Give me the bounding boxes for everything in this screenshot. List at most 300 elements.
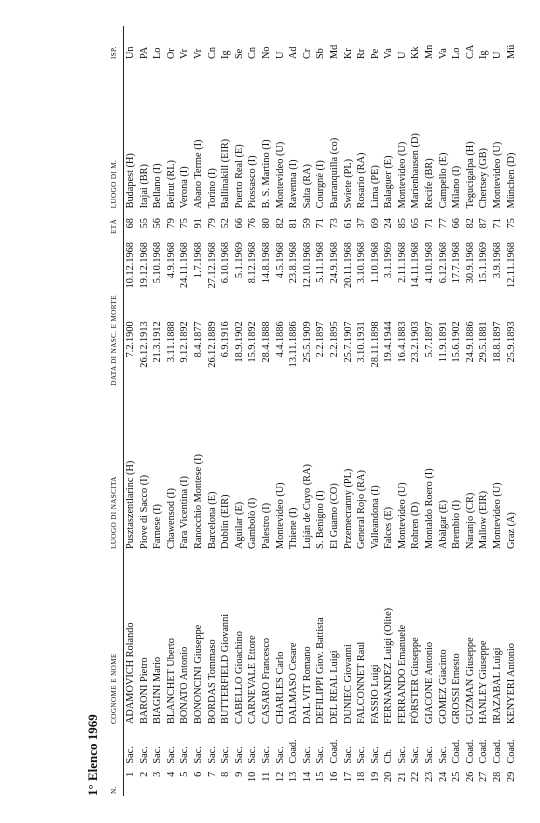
row-birth-date: 7.2.1900 xyxy=(125,321,136,358)
table-row xyxy=(328,26,342,796)
row-death-date: 3.1.1969 xyxy=(383,242,395,279)
row-name: DAL VIT Romano xyxy=(301,646,313,725)
row-death-place: Torino (I) xyxy=(206,168,218,209)
row-age: 69 xyxy=(369,218,381,229)
row-age: 91 xyxy=(192,218,204,229)
table-row xyxy=(342,26,356,796)
row-death-place: Recife (BR) xyxy=(424,158,436,209)
row-death-place: Campello (E) xyxy=(437,152,449,209)
row-isp: Mü xyxy=(505,44,517,60)
row-death-place: Chertsey (GB) xyxy=(478,148,490,209)
row-isp: Cr xyxy=(301,48,313,60)
row-birth-date: 18.9.1902 xyxy=(233,321,245,363)
row-type: Sac. xyxy=(165,746,177,764)
row-age: 76 xyxy=(247,218,259,229)
row-type: Sac. xyxy=(192,746,204,764)
row-birth-place: Ranocchio Montese (I) xyxy=(192,454,204,550)
row-type: Ch. xyxy=(383,749,395,764)
row-isp: CA xyxy=(464,44,476,60)
row-type: Sac. xyxy=(342,746,354,764)
row-death-place: Montevideo (U) xyxy=(492,141,504,209)
row-age: 71 xyxy=(492,218,504,229)
row-isp: U xyxy=(396,51,408,60)
row-birth-place: Pusztaszentlarinc (H) xyxy=(125,460,136,550)
row-death-place: Lima (PE) xyxy=(369,165,381,209)
row-number: 6 xyxy=(192,771,204,777)
row-number: 14 xyxy=(301,771,313,782)
row-age: 79 xyxy=(206,218,218,229)
row-isp: Lo xyxy=(451,47,463,60)
table-row xyxy=(314,26,328,796)
row-type: Sac. xyxy=(396,746,408,764)
table-row xyxy=(274,26,288,796)
row-name: GUZMAN Giuseppe xyxy=(464,637,476,725)
row-name: DEL REAL Luigi xyxy=(328,650,340,725)
row-number: 20 xyxy=(383,771,395,782)
table-row xyxy=(260,26,274,796)
table-row xyxy=(505,26,519,796)
table-row xyxy=(301,26,315,796)
row-death-place: Puerto Real (E) xyxy=(233,144,245,209)
row-birth-place: Aguilar (E) xyxy=(233,501,245,550)
row-number: 1 xyxy=(125,771,136,777)
row-birth-place: Chawensod (I) xyxy=(165,488,177,550)
row-death-date: 24.11.1968 xyxy=(179,242,191,288)
row-death-place: Itajai (BR) xyxy=(138,164,150,209)
row-type: Sac. xyxy=(220,746,232,764)
row-type: Coad. xyxy=(328,739,340,764)
row-death-date: 12.10.1968 xyxy=(301,242,313,289)
row-age: 66 xyxy=(233,218,245,229)
row-birth-date: 3.10.1931 xyxy=(356,321,368,363)
row-death-place: Ballinakill (EIR) xyxy=(220,138,232,209)
row-birth-place: Naranjo (CR) xyxy=(464,492,476,550)
row-birth-date: 15.6.1902 xyxy=(451,321,463,363)
row-type: Sac. xyxy=(138,746,150,764)
row-age: 56 xyxy=(152,218,164,229)
row-isp: Se xyxy=(233,48,245,60)
row-death-date: 1.10.1968 xyxy=(369,242,381,284)
row-type: Coad. xyxy=(451,739,463,764)
row-number: 25 xyxy=(451,771,463,782)
row-number: 21 xyxy=(396,771,408,782)
row-age: 73 xyxy=(328,218,340,229)
row-death-place: Barranquilla (co) xyxy=(328,137,340,209)
row-birth-place: Montevideo (U) xyxy=(396,482,408,550)
table-row xyxy=(138,26,152,796)
table-row xyxy=(396,26,410,796)
row-age: 85 xyxy=(396,218,408,229)
row-birth-place: Palestro (I) xyxy=(260,502,272,550)
row-age: 80 xyxy=(260,218,272,229)
row-number: 18 xyxy=(356,771,368,782)
header-number: N. xyxy=(107,766,124,796)
row-name: DUNIEC Giovanni xyxy=(342,644,354,725)
row-isp: Sb xyxy=(315,48,327,60)
row-death-place: Tegucigalpa (H) xyxy=(464,141,476,209)
row-age: 81 xyxy=(288,218,300,229)
row-isp: Mn xyxy=(424,44,436,60)
row-death-date: 24.9.1968 xyxy=(328,242,340,284)
row-type: Sac. xyxy=(260,746,272,764)
row-death-date: 6.12.1968 xyxy=(437,242,449,284)
row-name: HANLEY Giuseppe xyxy=(478,640,490,725)
row-death-date: 12.11.1968 xyxy=(505,242,517,288)
row-death-place: Swiete (PL) xyxy=(342,158,354,209)
header-isp: ISP. xyxy=(107,26,124,61)
row-name: GROSSI Ernesto xyxy=(451,653,463,725)
row-death-date: 14.8.1968 xyxy=(260,242,272,284)
row-type: Sac. xyxy=(369,746,381,764)
row-death-date: 3.10.1968 xyxy=(356,242,368,284)
row-death-date: 5.1.1969 xyxy=(233,242,245,279)
row-isp: Md xyxy=(328,44,340,60)
row-birth-date: 25.5.1909 xyxy=(301,321,313,363)
row-death-date: 4.5.1968 xyxy=(274,242,286,279)
row-type: Sac. xyxy=(233,746,245,764)
row-birth-date: 3.11.1888 xyxy=(165,321,177,363)
row-birth-place: Farnese (I) xyxy=(152,504,164,550)
row-name: BIAGINI Mario xyxy=(152,656,164,725)
row-death-date: 3.9.1968 xyxy=(492,242,504,279)
row-number: 26 xyxy=(464,771,476,782)
row-age: 37 xyxy=(356,218,368,229)
row-death-place: B. S. Martino (I) xyxy=(260,139,272,209)
page-title: 1° Elenco 1969 xyxy=(85,714,100,796)
row-birth-date: 5.7.1897 xyxy=(424,321,436,358)
row-number: 27 xyxy=(478,771,490,782)
row-isp: U xyxy=(492,51,504,60)
row-type: Sac. xyxy=(152,746,164,764)
header-type xyxy=(107,726,124,766)
row-type: Sac. xyxy=(356,746,368,764)
row-birth-place: Valleandona (I) xyxy=(369,485,381,550)
row-death-place: Milano (I) xyxy=(451,165,463,209)
row-birth-place: Gambolò (I) xyxy=(247,497,259,550)
row-name: BONATO Antonio xyxy=(179,646,191,725)
row-birth-date: 19.4.1944 xyxy=(383,321,395,363)
row-birth-date: 28.4.1888 xyxy=(260,321,272,363)
row-death-place: Balaguer (E) xyxy=(383,155,395,209)
row-number: 24 xyxy=(437,771,449,782)
row-type: Sac. xyxy=(410,746,422,764)
row-birth-place: Barcelona (E) xyxy=(206,491,218,550)
row-birth-date: 11.9.1891 xyxy=(437,321,449,363)
row-isp: Lo xyxy=(152,47,164,60)
row-name: DEFILIPPI Giov. Battista xyxy=(315,617,327,725)
row-birth-place: Montevideo (U) xyxy=(492,482,504,550)
header-birth-place: LUOGO DI NASCITA xyxy=(107,388,124,551)
row-age: 75 xyxy=(505,218,517,229)
row-name: CASARO Francesco xyxy=(260,637,272,725)
row-age: 52 xyxy=(220,218,232,229)
row-death-date: 23.8.1968 xyxy=(288,242,300,284)
table-header xyxy=(107,26,124,796)
table-row xyxy=(423,26,437,796)
row-birth-date: 2.2.1895 xyxy=(328,321,340,358)
row-number: 19 xyxy=(369,771,381,782)
row-death-place: Verona (I) xyxy=(179,166,191,209)
row-isp: Un xyxy=(125,46,136,60)
necrology-table xyxy=(107,26,518,796)
row-number: 23 xyxy=(424,771,436,782)
table-row xyxy=(165,26,179,796)
row-death-place: Ravenna (I) xyxy=(288,159,300,209)
row-isp: U xyxy=(274,51,286,60)
row-birth-date: 24.9.1886 xyxy=(464,321,476,363)
row-type: Sac. xyxy=(179,746,191,764)
row-name: FALCONNET Raul xyxy=(356,641,368,725)
row-birth-date: 16.4.1883 xyxy=(396,321,408,363)
row-birth-place: Abàlgar (E) xyxy=(437,500,449,550)
row-age: 87 xyxy=(478,218,490,229)
table-row xyxy=(369,26,383,796)
row-death-place: Budapest (H) xyxy=(125,153,136,209)
row-name: FERRANDO Emanuele xyxy=(396,624,408,725)
header-death-place: LUOGO DI M. xyxy=(107,61,124,210)
row-number: 5 xyxy=(179,771,191,777)
row-isp: Va xyxy=(383,48,395,60)
row-death-place: Beirut (RL) xyxy=(165,160,177,209)
row-type: Coad. xyxy=(464,739,476,764)
row-death-place: Bellano (I) xyxy=(152,163,164,209)
table-body xyxy=(124,26,519,796)
row-birth-place: Przemecranny (PL) xyxy=(342,468,354,550)
row-birth-date: 29.5.1881 xyxy=(478,321,490,363)
header-age: ETÀ xyxy=(107,210,124,236)
row-death-place: Montevideo (U) xyxy=(274,141,286,209)
row-birth-date: 21.3.1912 xyxy=(152,321,164,363)
row-type: Sac. xyxy=(247,746,259,764)
row-isp: Vr xyxy=(179,48,191,60)
row-name: BARONI Pietro xyxy=(138,657,150,725)
table-row xyxy=(124,26,138,796)
row-age: 77 xyxy=(437,218,449,229)
row-birth-place: Montevideo (U) xyxy=(274,482,286,550)
row-birth-date: 6.9.1916 xyxy=(220,321,232,358)
row-number: 9 xyxy=(233,771,245,777)
row-isp: Va xyxy=(437,48,449,60)
row-death-date: 30.9.1968 xyxy=(464,242,476,284)
table-row xyxy=(450,26,464,796)
row-death-date: 6.10.1968 xyxy=(220,242,232,284)
row-number: 29 xyxy=(505,771,517,782)
row-number: 11 xyxy=(260,771,272,782)
row-name: BONONCINI Giuseppe xyxy=(192,624,204,725)
row-age: 65 xyxy=(410,218,422,229)
row-age: 82 xyxy=(464,218,476,229)
table-row xyxy=(233,26,247,796)
table-row xyxy=(246,26,260,796)
row-birth-date: 25.7.1907 xyxy=(342,321,354,363)
row-death-place: München (D) xyxy=(505,152,517,209)
row-death-date: 2.11.1968 xyxy=(396,242,408,283)
row-name: ADAMOVICH Rolando xyxy=(125,622,136,725)
table-row xyxy=(491,26,505,796)
table-row xyxy=(219,26,233,796)
row-birth-place: Falces (E) xyxy=(383,506,395,550)
row-isp: No xyxy=(260,46,272,60)
row-isp: Or xyxy=(165,48,177,60)
row-birth-date: 9.12.1892 xyxy=(179,321,191,363)
row-death-place: Abano Terme (I) xyxy=(192,139,204,209)
row-death-date: 5.10.1968 xyxy=(152,242,164,284)
table-row xyxy=(464,26,478,796)
row-isp: Cn xyxy=(206,47,218,60)
row-name: CARNEVALE Ettore xyxy=(247,635,259,725)
row-death-place: Salta (RA) xyxy=(301,164,313,209)
row-number: 13 xyxy=(288,771,300,782)
row-birth-place: Luján de Cuyo (RA) xyxy=(301,464,313,550)
row-birth-date: 13.11.1886 xyxy=(288,321,300,368)
row-isp: Kk xyxy=(410,46,422,60)
table-row xyxy=(355,26,369,796)
row-death-date: 19.12.1968 xyxy=(138,242,150,289)
row-death-place: Rosario (RA) xyxy=(356,152,368,209)
rotated-page xyxy=(85,26,535,796)
row-isp: Ad xyxy=(288,46,300,60)
row-isp: Rr xyxy=(356,48,368,60)
row-death-date: 8.12.1968 xyxy=(247,242,259,284)
row-death-place: Marienhausen (D) xyxy=(410,133,422,209)
row-death-date: 17.7.1968 xyxy=(451,242,463,284)
row-number: 10 xyxy=(247,771,259,782)
row-name: GIACONE Antonio xyxy=(424,641,436,725)
table-row xyxy=(192,26,206,796)
row-type: Coad. xyxy=(505,739,517,764)
row-birth-place: Montaldo Roero (I) xyxy=(424,468,436,550)
row-death-date: 20.11.1968 xyxy=(342,242,354,288)
row-age: 82 xyxy=(274,218,286,229)
row-birth-date: 26.12.1913 xyxy=(138,321,150,368)
row-type: Sac. xyxy=(125,746,136,764)
row-birth-place: General Rojo (RA) xyxy=(356,470,368,550)
row-name: FÖRSTER Giuseppe xyxy=(410,637,422,725)
row-birth-place: Brembio (I) xyxy=(451,500,463,550)
row-name: CABELLO Gioachino xyxy=(233,631,245,725)
row-birth-place: Dublin (EIR) xyxy=(220,494,232,550)
row-death-place: Piossasco (I) xyxy=(247,155,259,209)
row-birth-date: 2.2.1897 xyxy=(315,321,327,358)
row-isp: Vr xyxy=(192,48,204,60)
table-row xyxy=(437,26,451,796)
row-birth-place: Piove di Sacco (I) xyxy=(138,474,150,550)
row-death-date: 14.11.1968 xyxy=(410,242,422,288)
row-birth-place: Rohren (D) xyxy=(410,501,422,550)
row-number: 16 xyxy=(328,771,340,782)
row-type: Coad. xyxy=(288,739,300,764)
row-death-date: 1.7.1968 xyxy=(192,242,204,279)
row-type: Sac. xyxy=(437,746,449,764)
row-death-date: 4.10.1968 xyxy=(424,242,436,284)
row-name: DALMASO Cesare xyxy=(288,642,300,725)
row-age: 79 xyxy=(165,218,177,229)
row-number: 3 xyxy=(152,771,164,777)
row-number: 15 xyxy=(315,771,327,782)
row-type: Sac. xyxy=(206,746,218,764)
row-name: FERNANDEZ Luigi (Olite) xyxy=(383,607,395,725)
row-number: 12 xyxy=(274,771,286,782)
row-death-place: Montevideo (U) xyxy=(396,141,408,209)
row-age: 66 xyxy=(451,218,463,229)
row-death-date: 10.12.1968 xyxy=(125,242,136,289)
header-dates: DATA DI NASC. E MORTE xyxy=(107,236,124,388)
table-row xyxy=(477,26,491,796)
row-birth-place: Mallow (EIR) xyxy=(478,490,490,550)
row-birth-date: 28.11.1898 xyxy=(369,321,381,368)
row-number: 8 xyxy=(220,771,232,777)
row-birth-date: 4.4.1886 xyxy=(274,321,286,358)
row-name: CHARLES Carlo xyxy=(274,651,286,725)
row-type: Sac. xyxy=(301,746,313,764)
row-birth-date: 8.4.1877 xyxy=(192,321,204,358)
row-age: 75 xyxy=(179,218,191,229)
row-number: 2 xyxy=(138,771,150,777)
table-row xyxy=(287,26,301,796)
row-number: 28 xyxy=(492,771,504,782)
row-isp: Ig xyxy=(478,50,490,60)
row-birth-place: Graz (A) xyxy=(505,512,517,550)
table-row xyxy=(151,26,165,796)
header-name: COGNOME E NOME xyxy=(107,551,124,726)
row-birth-place: Fara Vicentina (I) xyxy=(179,476,191,550)
row-birth-place: Thiene (I) xyxy=(288,507,300,550)
row-age: 59 xyxy=(301,218,313,229)
row-type: Sac. xyxy=(274,746,286,764)
row-name: FASSIO Luigi xyxy=(369,664,381,725)
row-number: 17 xyxy=(342,771,354,782)
table-row xyxy=(206,26,220,796)
row-type: Coad. xyxy=(478,739,490,764)
row-death-date: 5.11.1968 xyxy=(315,242,327,283)
row-age: 55 xyxy=(138,218,150,229)
row-birth-place: S. Benigno (I) xyxy=(315,490,327,550)
row-age: 71 xyxy=(424,218,436,229)
row-type: Coad. xyxy=(492,739,504,764)
row-name: BLANCHET Uberto xyxy=(165,638,177,725)
row-birth-place: El Guamo (CO) xyxy=(328,483,340,550)
row-name: BUTTERFIELD Giovanni xyxy=(220,613,232,725)
row-birth-date: 25.9.1893 xyxy=(505,321,517,363)
row-name: BORDAS Tommaso xyxy=(206,639,218,725)
row-death-place: Courgnè (I) xyxy=(315,160,327,209)
row-birth-date: 26.12.1889 xyxy=(206,321,218,368)
table-row xyxy=(382,26,396,796)
row-death-date: 15.1.1969 xyxy=(478,242,490,284)
row-age: 68 xyxy=(125,218,136,229)
table-row xyxy=(178,26,192,796)
table-row xyxy=(409,26,423,796)
row-death-date: 4.9.1968 xyxy=(165,242,177,279)
row-isp: Ig xyxy=(220,50,232,60)
row-age: 61 xyxy=(342,218,354,229)
row-name: GOMEZ Giacinto xyxy=(437,649,449,725)
row-age: 24 xyxy=(383,218,395,229)
row-isp: Pe xyxy=(369,48,381,60)
row-isp: Cn xyxy=(247,47,259,60)
row-number: 7 xyxy=(206,771,218,777)
row-name: IRAZABAL Luigi xyxy=(492,647,504,725)
row-type: Sac. xyxy=(424,746,436,764)
row-name: KENYERI Antonio xyxy=(505,643,517,725)
row-death-date: 27.12.1968 xyxy=(206,242,218,289)
row-number: 4 xyxy=(165,771,177,777)
row-type: Sac. xyxy=(315,746,327,764)
row-birth-date: 18.8.1897 xyxy=(492,321,504,363)
row-isp: Kr xyxy=(342,48,354,60)
row-birth-date: 23.2.1903 xyxy=(410,321,422,363)
row-number: 22 xyxy=(410,771,422,782)
